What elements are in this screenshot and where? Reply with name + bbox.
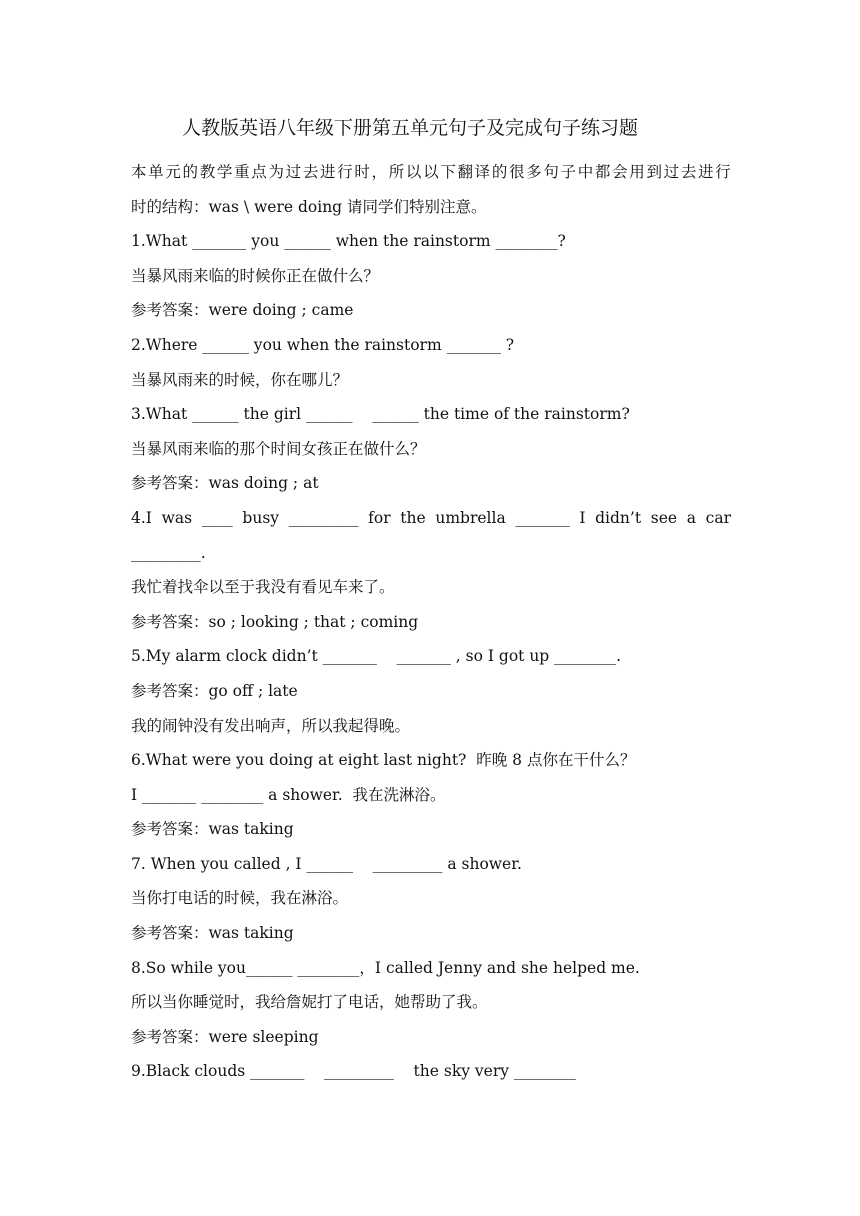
translation-2: 当暴风雨来的时候，你在哪儿？ [131,370,349,389]
intro-line-1: 本单元的教学重点为过去进行时，所以以下翻译的很多句子中都会用到过去进行 [131,163,731,181]
answer-1: 参考答案：were doing ; came [131,301,354,320]
translation-5: 我的闹钟没有发出响声，所以我起得晚。 [131,716,411,735]
question-9: 9.Black clouds _______ _________ the sky very ________ [131,1062,576,1081]
question-1: 1.What _______ you ______ when the rainstorm ________? [131,232,566,251]
answer-3: 参考答案：was doing ; at [131,474,319,493]
question-6: 6.What were you doing at eight last night? 昨晚 8 点你在干什么？ [131,751,636,770]
question-7: 7. When you called , I ______ _________ a shower. [131,854,522,873]
translation-8: 所以当你睡觉时，我给詹妮打了电话，她帮助了我。 [131,993,488,1012]
document-body [131,155,731,1089]
question-5: 5.My alarm clock didn’t _______ _______ , so I got up ________. [131,647,622,666]
question-6-fill: I _______ ________ a shower. 我在洗淋浴。 [131,785,446,804]
translation-3: 当暴风雨来临的那个时间女孩正在做什么？ [131,439,426,458]
answer-7: 参考答案：was taking [131,924,294,943]
question-8: 8.So while you______ ________，I called Jenny and she helped me. [131,958,640,977]
question-2: 2.Where ______ you when the rainstorm _______ ? [131,335,515,354]
answer-4: 参考答案：so ; looking ; that ; coming [131,612,419,631]
translation-7: 当你打电话的时候，我在淋浴。 [131,889,349,908]
answer-8: 参考答案：were sleeping [131,1027,319,1046]
question-4-continued: _________. [131,543,206,562]
question-3: 3.What ______ the girl ______ ______ the time of the rainstorm? [131,405,630,424]
translation-4: 我忙着找伞以至于我没有看见车来了。 [131,578,395,597]
question-4: 4.I was ____ busy _________ for the umbrella _______ I didn’t see a car [131,508,731,527]
answer-5: 参考答案：go off ; late [131,681,298,700]
answer-6: 参考答案：was taking [131,820,294,839]
translation-1: 当暴风雨来临的时候你正在做什么？ [131,266,380,285]
intro-line-2: 时的结构：was \ were doing 请同学们特别注意。 [131,197,487,216]
document-title: 人教版英语八年级下册第五单元句子及完成句子练习题 [181,117,638,139]
